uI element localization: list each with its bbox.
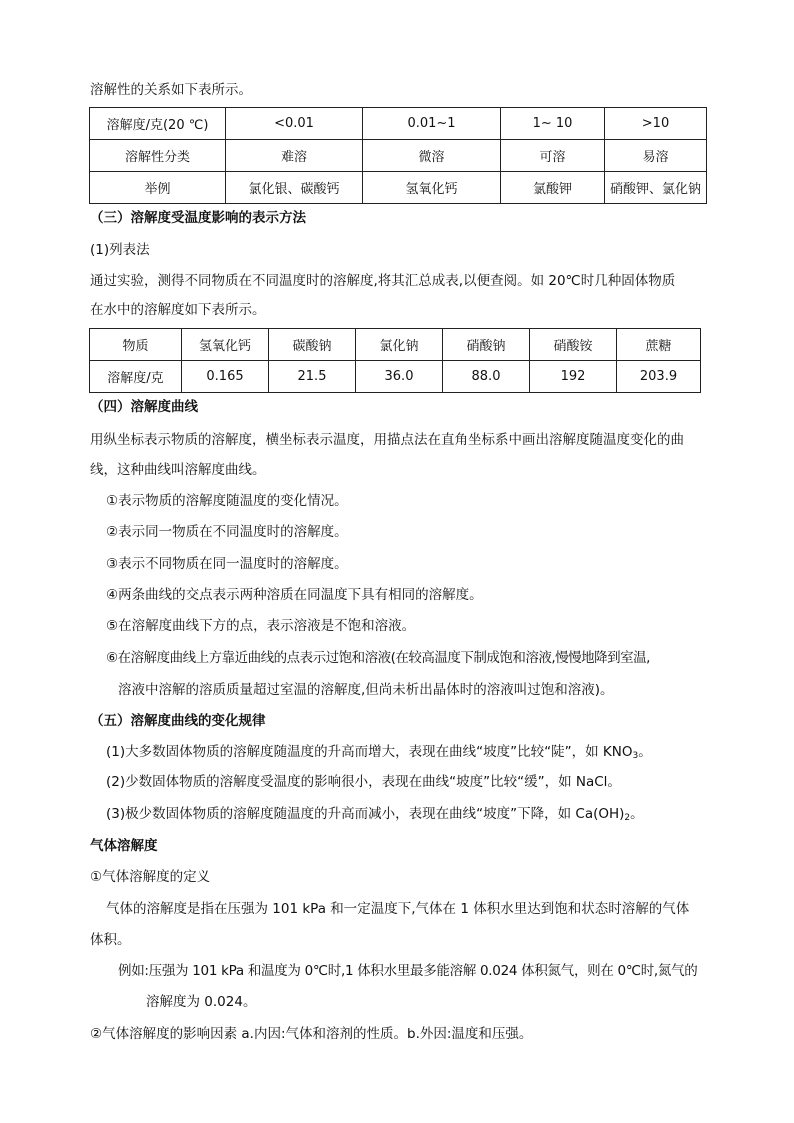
list-item: ④两条曲线的交点表示两种溶质在同温度下具有相同的溶解度。 (106, 587, 483, 603)
list-item-text: (1)大多数固体物质的溶解度随温度的升高而增大，表现在曲线“坡度”比较“陡”，如 KNO (106, 744, 633, 760)
table-cell: 物质 (90, 329, 182, 361)
table-cell: 21.5 (269, 361, 356, 393)
table-cell: <0.01 (226, 108, 363, 140)
table-row (90, 140, 707, 172)
subscript: 3 (632, 751, 639, 761)
list-item-text: (3)极少数固体物质的溶解度随温度的升高而减小，表现在曲线“坡度”下降，如 Ca(OH) (106, 806, 625, 822)
table-cell: 举例 (90, 172, 226, 204)
table-cell: 溶解度/克(20 ℃) (90, 108, 226, 140)
table-cell: 0.01~1 (363, 108, 501, 140)
table-cell: 硝酸铵 (530, 329, 617, 361)
section3-heading: （三）溶解度受温度影响的表示方法 (90, 210, 306, 226)
gas-definition-title: ①气体溶解度的定义 (90, 869, 211, 885)
table-cell: 微溶 (363, 140, 501, 172)
list-item: (2)少数固体物质的溶解度受温度的影响很小，表现在曲线“坡度”比较“缓”，如 NaCl。 (106, 774, 621, 790)
list-item-end: 。 (638, 744, 652, 760)
table-cell: 氯化钠 (356, 329, 443, 361)
table-row (90, 361, 701, 393)
list-item: ③表示不同物质在同一温度时的溶解度。 (106, 556, 348, 572)
solubility-classification-table (89, 107, 707, 204)
table-cell: 203.9 (617, 361, 701, 393)
gas-example-line2: 溶解度为 0.024。 (146, 994, 257, 1010)
table-row (90, 329, 701, 361)
table-cell: 氯化银、碳酸钙 (226, 172, 363, 204)
table-cell: 溶解性分类 (90, 140, 226, 172)
subscript: 2 (624, 813, 631, 823)
table-cell: 碳酸钠 (269, 329, 356, 361)
table-cell: 氢氧化钙 (182, 329, 269, 361)
section3-subheading: (1)列表法 (90, 242, 150, 258)
list-item: ⑤在溶解度曲线下方的点，表示溶液是不饱和溶液。 (106, 618, 416, 634)
intro-text: 溶解性的关系如下表所示。 (90, 82, 252, 98)
table-cell: 88.0 (443, 361, 530, 393)
section3-paragraph-line1: 通过实验，测得不同物质在不同温度时的溶解度,将其汇总成表,以便查阅。如 20℃时几种固体物质 (90, 273, 676, 289)
table-cell: 氯酸钾 (501, 172, 605, 204)
list-item: ⑥在溶解度曲线上方靠近曲线的点表示过饱和溶液(在较高温度下制成饱和溶液,慢慢地降到室温, (106, 650, 650, 666)
gas-example-line1: 例如:压强为 101 kPa 和温度为 0℃时,1 体积水里最多能溶解 0.024 体积氮气，则在 0℃时,氮气的 (118, 963, 698, 979)
gas-definition-line2: 体积。 (90, 932, 131, 948)
section5-heading: （五）溶解度曲线的变化规律 (90, 713, 266, 729)
table-cell: 192 (530, 361, 617, 393)
table-cell: 可溶 (501, 140, 605, 172)
list-item-end: 。 (630, 806, 644, 822)
table-row (90, 108, 707, 140)
list-item (106, 742, 652, 762)
section4-paragraph-line1: 用纵坐标表示物质的溶解度，横坐标表示温度，用描点法在直角坐标系中画出溶解度随温度变化的曲 (90, 432, 684, 448)
gas-solubility-heading: 气体溶解度 (90, 838, 158, 854)
section4-heading: （四）溶解度曲线 (90, 399, 198, 415)
list-item-continuation: 溶液中溶解的溶质质量超过室温的溶解度,但尚未析出晶体时的溶液叫过饱和溶液)。 (118, 682, 614, 698)
table-cell: >10 (605, 108, 707, 140)
solubility-values-table (89, 328, 701, 393)
table-row (90, 172, 707, 204)
table-cell: 易溶 (605, 140, 707, 172)
section4-paragraph-line2: 线，这种曲线叫溶解度曲线。 (90, 462, 266, 478)
table-cell: 硝酸钾、氯化钠 (605, 172, 707, 204)
gas-factors: ②气体溶解度的影响因素 a.内因:气体和溶剂的性质。b.外因:温度和压强。 (90, 1026, 533, 1042)
table-cell: 硝酸钠 (443, 329, 530, 361)
table-cell: 36.0 (356, 361, 443, 393)
list-item: ①表示物质的溶解度随温度的变化情况。 (106, 493, 348, 509)
list-item (106, 804, 644, 824)
list-item: ②表示同一物质在不同温度时的溶解度。 (106, 524, 348, 540)
table-cell: 氢氧化钙 (363, 172, 501, 204)
table-cell: 0.165 (182, 361, 269, 393)
table-cell: 溶解度/克 (90, 361, 182, 393)
section3-paragraph-line2: 在水中的溶解度如下表所示。 (90, 302, 266, 318)
table-cell: 蔗糖 (617, 329, 701, 361)
table-cell: 难溶 (226, 140, 363, 172)
table-cell: 1~ 10 (501, 108, 605, 140)
gas-definition-line1: 气体的溶解度是指在压强为 101 kPa 和一定温度下,气体在 1 体积水里达到饱和状态时溶解的气体 (106, 901, 690, 917)
